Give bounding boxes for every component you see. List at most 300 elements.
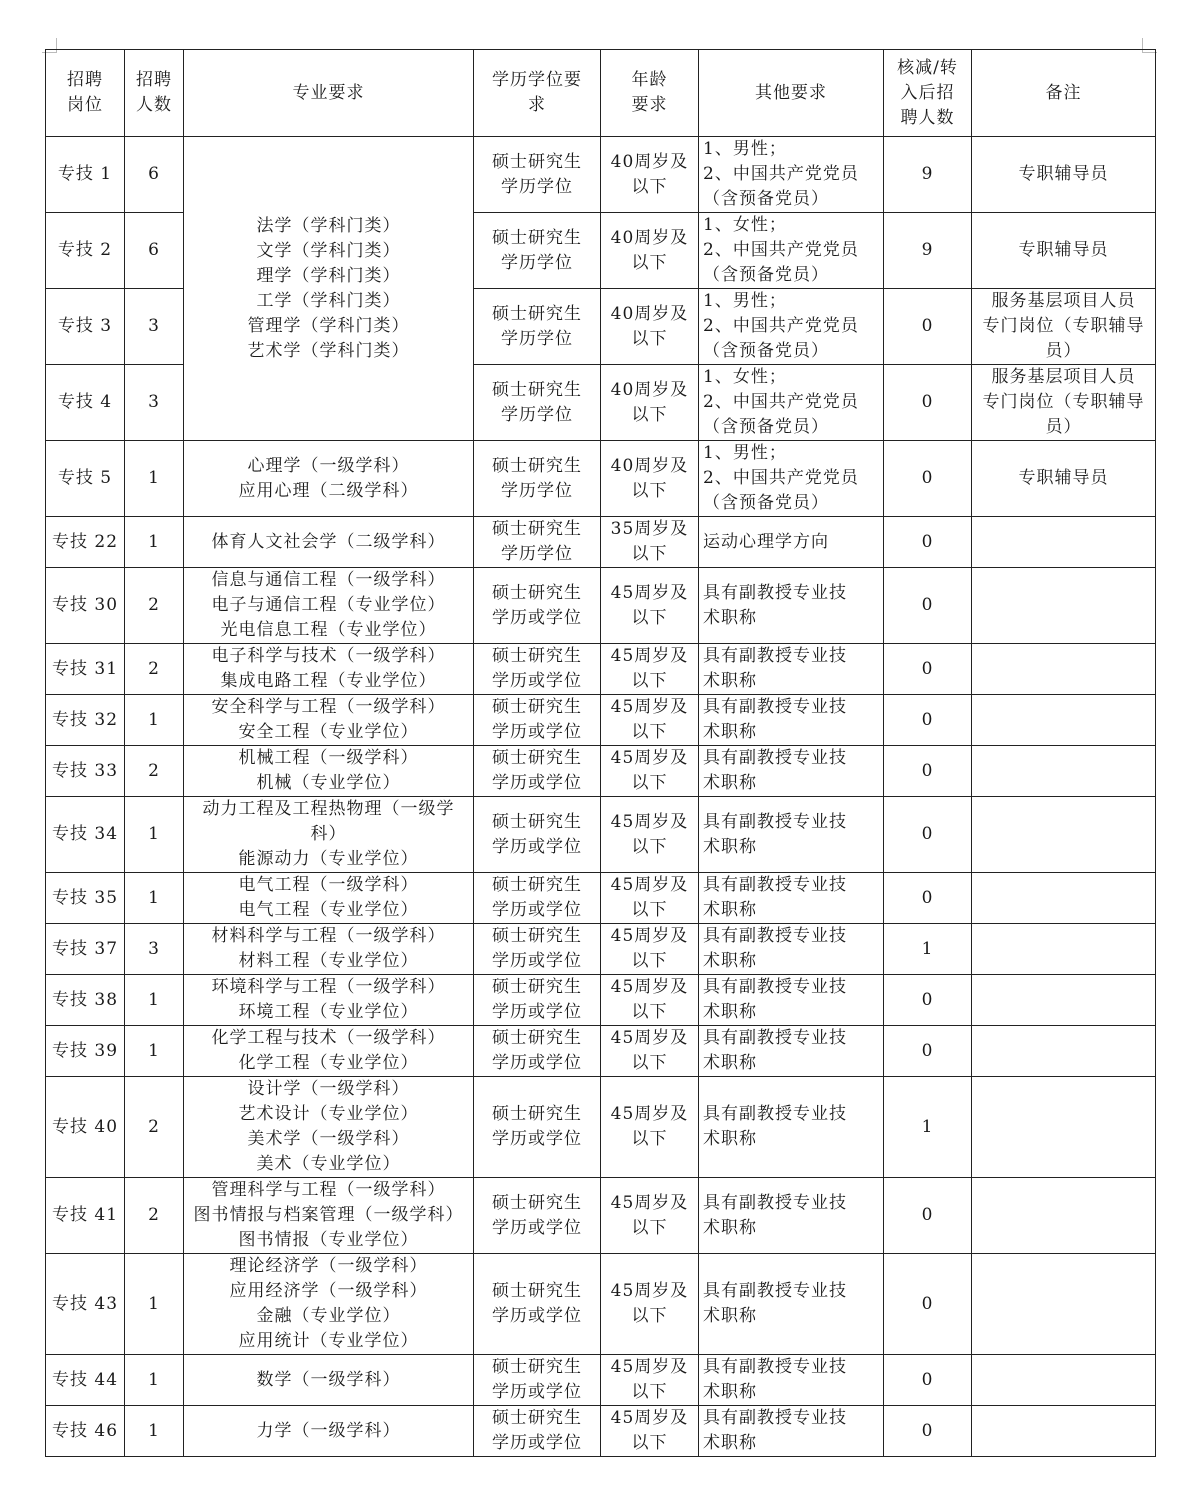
cell-line: 电子与通信工程（专业学位） bbox=[211, 595, 446, 615]
cell-line: 硕士研究生 bbox=[492, 1357, 582, 1377]
adjusted-count-cell: 0 bbox=[884, 517, 972, 568]
header-age bbox=[601, 50, 699, 137]
count-cell: 3 bbox=[125, 365, 184, 441]
cell-line: 机械（专业学位） bbox=[256, 773, 401, 793]
cell-line: 以下 bbox=[631, 328, 668, 349]
other-cell bbox=[699, 695, 884, 746]
count-cell: 1 bbox=[125, 695, 184, 746]
table-row bbox=[46, 1355, 1156, 1406]
table-row bbox=[46, 644, 1156, 695]
cell-line: 硕士研究生 bbox=[492, 455, 582, 476]
header-other bbox=[699, 50, 884, 137]
cell-line: 45周岁及 bbox=[610, 1028, 689, 1048]
cell-line: 电气工程（专业学位） bbox=[238, 900, 419, 920]
cell-line: 法学（学科门类） bbox=[256, 215, 401, 236]
post-cell: 专技 22 bbox=[46, 517, 125, 568]
count-cell: 1 bbox=[125, 1026, 184, 1077]
education-cell bbox=[474, 1406, 601, 1457]
education-cell bbox=[474, 1077, 601, 1178]
cell-line: 应用心理（二级学科） bbox=[238, 480, 419, 501]
note-cell bbox=[972, 365, 1156, 441]
note-cell bbox=[972, 797, 1156, 873]
post-cell: 专技 1 bbox=[46, 137, 125, 213]
cell-line: 力学（一级学科） bbox=[256, 1420, 401, 1441]
other-cell bbox=[699, 924, 884, 975]
note-cell bbox=[972, 137, 1156, 213]
note-cell bbox=[972, 644, 1156, 695]
cell-line: 以下 bbox=[631, 1306, 668, 1326]
education-cell bbox=[474, 568, 601, 644]
cell-line: 硕士研究生 bbox=[492, 1281, 582, 1301]
cell-line: 以下 bbox=[631, 176, 668, 197]
cell-line: 管理学（学科门类） bbox=[247, 315, 410, 336]
count-cell: 2 bbox=[125, 1077, 184, 1178]
note-cell bbox=[972, 441, 1156, 517]
count-cell: 1 bbox=[125, 975, 184, 1026]
education-cell bbox=[474, 924, 601, 975]
cell-line: 运动心理学方向 bbox=[703, 531, 829, 552]
major-cell bbox=[184, 924, 474, 975]
cell-line: 安全工程（专业学位） bbox=[238, 722, 419, 742]
major-cell bbox=[184, 517, 474, 568]
count-cell: 1 bbox=[125, 1355, 184, 1406]
age-cell bbox=[601, 924, 699, 975]
cell-line: 以下 bbox=[631, 1433, 668, 1453]
header-major bbox=[184, 50, 474, 137]
post-cell: 专技 34 bbox=[46, 797, 125, 873]
cell-line: 学历学位要 bbox=[492, 70, 582, 90]
other-cell bbox=[699, 517, 884, 568]
age-cell bbox=[601, 1406, 699, 1457]
cell-line: 应用经济学（一级学科） bbox=[229, 1281, 428, 1301]
cell-line: 具有副教授专业技 bbox=[703, 977, 847, 997]
cell-line: 1、男性； bbox=[703, 443, 787, 463]
cell-line: 45周岁及 bbox=[610, 748, 689, 768]
adjusted-count-cell: 0 bbox=[884, 975, 972, 1026]
post-cell: 专技 5 bbox=[46, 441, 125, 517]
cell-line: 核减/转 bbox=[897, 57, 958, 78]
note-cell bbox=[972, 1406, 1156, 1457]
count-cell: 1 bbox=[125, 441, 184, 517]
cell-line: 40周岁及 bbox=[610, 455, 689, 476]
other-cell bbox=[699, 568, 884, 644]
cell-line: 以下 bbox=[631, 1129, 668, 1149]
cell-line: 具有副教授专业技 bbox=[703, 697, 847, 717]
cell-line: 术职称 bbox=[703, 1382, 757, 1402]
cell-line: 硕士研究生 bbox=[492, 748, 582, 768]
count-cell: 3 bbox=[125, 924, 184, 975]
age-cell bbox=[601, 568, 699, 644]
header-post bbox=[46, 50, 125, 137]
table-row bbox=[46, 797, 1156, 873]
other-cell bbox=[699, 873, 884, 924]
education-cell bbox=[474, 746, 601, 797]
education-cell bbox=[474, 975, 601, 1026]
cell-line: 40周岁及 bbox=[610, 227, 689, 248]
count-cell: 2 bbox=[125, 568, 184, 644]
cell-line: 具有副教授专业技 bbox=[703, 811, 847, 832]
post-cell: 专技 37 bbox=[46, 924, 125, 975]
note-cell bbox=[972, 746, 1156, 797]
header-education bbox=[474, 50, 601, 137]
cell-line: 具有副教授专业技 bbox=[703, 926, 847, 946]
table-row bbox=[46, 1406, 1156, 1457]
table-row bbox=[46, 1077, 1156, 1178]
note-cell bbox=[972, 1077, 1156, 1178]
cell-line: 服务基层项目人员 bbox=[991, 367, 1136, 387]
age-cell bbox=[601, 975, 699, 1026]
cell-line: 科） bbox=[310, 824, 347, 844]
age-cell bbox=[601, 873, 699, 924]
other-cell bbox=[699, 1254, 884, 1355]
cell-line: 专职辅导员 bbox=[1018, 468, 1109, 488]
cell-line: 以下 bbox=[631, 1217, 668, 1238]
major-cell bbox=[184, 1077, 474, 1178]
cell-line: 术职称 bbox=[703, 900, 757, 920]
cell-line: 心理学（一级学科） bbox=[247, 455, 410, 476]
cell-line: 学历学位 bbox=[501, 480, 573, 501]
cell-line: 硕士研究生 bbox=[492, 1028, 582, 1048]
note-cell bbox=[972, 1355, 1156, 1406]
post-cell: 专技 32 bbox=[46, 695, 125, 746]
count-cell: 2 bbox=[125, 1178, 184, 1254]
cell-line: 以下 bbox=[631, 1053, 668, 1073]
cell-line: （含预备党员） bbox=[703, 417, 829, 437]
cell-line: 硕士研究生 bbox=[492, 1104, 582, 1124]
cell-line: 求 bbox=[528, 95, 546, 115]
cell-line: 学历或学位 bbox=[492, 722, 582, 742]
cell-line: 具有副教授专业技 bbox=[703, 582, 847, 603]
cell-line: 硕士研究生 bbox=[492, 875, 582, 895]
other-cell bbox=[699, 137, 884, 213]
adjusted-count-cell: 0 bbox=[884, 1254, 972, 1355]
adjusted-count-cell: 0 bbox=[884, 873, 972, 924]
cell-line: 信息与通信工程（一级学科） bbox=[211, 570, 446, 590]
note-cell bbox=[972, 213, 1156, 289]
post-cell: 专技 38 bbox=[46, 975, 125, 1026]
other-cell bbox=[699, 365, 884, 441]
cell-line: 40周岁及 bbox=[610, 151, 689, 172]
cell-line: 硕士研究生 bbox=[492, 1192, 582, 1213]
major-cell bbox=[184, 644, 474, 695]
cell-line: 以下 bbox=[631, 900, 668, 920]
cell-line: 45周岁及 bbox=[610, 1357, 689, 1377]
count-cell: 6 bbox=[125, 213, 184, 289]
major-cell bbox=[184, 568, 474, 644]
education-cell bbox=[474, 1178, 601, 1254]
adjusted-count-cell: 0 bbox=[884, 1026, 972, 1077]
adjusted-count-cell: 0 bbox=[884, 289, 972, 365]
post-cell: 专技 44 bbox=[46, 1355, 125, 1406]
table-row bbox=[46, 1026, 1156, 1077]
cell-line: 具有副教授专业技 bbox=[703, 1281, 847, 1301]
major-cell bbox=[184, 746, 474, 797]
cell-line: 以下 bbox=[631, 836, 668, 857]
recruitment-table bbox=[45, 49, 1156, 1457]
cell-line: 以下 bbox=[631, 1382, 668, 1402]
major-cell bbox=[184, 1254, 474, 1355]
cell-line: 年龄 bbox=[631, 70, 668, 90]
cell-line: 动力工程及工程热物理（一级学 bbox=[202, 799, 455, 819]
cell-line: 理学（学科门类） bbox=[256, 265, 401, 286]
table-row bbox=[46, 137, 1156, 213]
cell-line: 术职称 bbox=[703, 773, 757, 793]
cell-line: 电气工程（一级学科） bbox=[238, 875, 419, 895]
cell-line: 术职称 bbox=[703, 1053, 757, 1073]
cell-line: 45周岁及 bbox=[610, 926, 689, 946]
count-cell: 2 bbox=[125, 644, 184, 695]
cell-line: （含预备党员） bbox=[703, 341, 829, 361]
education-cell bbox=[474, 213, 601, 289]
cell-line: 硕士研究生 bbox=[492, 379, 582, 400]
cell-line: 具有副教授专业技 bbox=[703, 875, 847, 895]
adjusted-count-cell: 0 bbox=[884, 1355, 972, 1406]
cell-line: 学历或学位 bbox=[492, 773, 582, 793]
other-cell bbox=[699, 797, 884, 873]
count-cell: 1 bbox=[125, 1254, 184, 1355]
age-cell bbox=[601, 1026, 699, 1077]
education-cell bbox=[474, 289, 601, 365]
age-cell bbox=[601, 213, 699, 289]
adjusted-count-cell: 0 bbox=[884, 695, 972, 746]
cell-line: 术职称 bbox=[703, 722, 757, 742]
cell-line: 硕士研究生 bbox=[492, 519, 582, 539]
cell-line: 文学（学科门类） bbox=[256, 240, 401, 261]
cell-line: 化学工程与技术（一级学科） bbox=[211, 1028, 446, 1048]
cell-line: 材料工程（专业学位） bbox=[238, 951, 419, 971]
note-cell bbox=[972, 568, 1156, 644]
cell-line: 2、中国共产党党员 bbox=[703, 392, 859, 412]
note-cell bbox=[972, 1254, 1156, 1355]
cell-line: 1、女性； bbox=[703, 215, 787, 235]
count-cell: 3 bbox=[125, 289, 184, 365]
cell-line: （含预备党员） bbox=[703, 265, 829, 285]
cell-line: 学历或学位 bbox=[492, 900, 582, 920]
age-cell bbox=[601, 797, 699, 873]
cell-line: 以下 bbox=[631, 480, 668, 501]
other-cell bbox=[699, 1178, 884, 1254]
major-cell bbox=[184, 1178, 474, 1254]
count-cell: 1 bbox=[125, 1406, 184, 1457]
age-cell bbox=[601, 1254, 699, 1355]
education-cell bbox=[474, 1355, 601, 1406]
other-cell bbox=[699, 975, 884, 1026]
other-cell bbox=[699, 644, 884, 695]
major-cell bbox=[184, 137, 474, 441]
note-cell bbox=[972, 289, 1156, 365]
age-cell bbox=[601, 644, 699, 695]
cell-line: 1、男性； bbox=[703, 291, 787, 311]
cell-line: 艺术设计（专业学位） bbox=[238, 1104, 419, 1124]
cell-line: 45周岁及 bbox=[610, 1408, 689, 1428]
cell-line: 学历或学位 bbox=[492, 1129, 582, 1149]
cell-line: 硕士研究生 bbox=[492, 811, 582, 832]
cell-line: 环境工程（专业学位） bbox=[238, 1002, 419, 1022]
cell-line: 要求 bbox=[631, 95, 668, 115]
post-cell: 专技 30 bbox=[46, 568, 125, 644]
cell-line: 45周岁及 bbox=[610, 875, 689, 895]
education-cell bbox=[474, 1254, 601, 1355]
major-cell bbox=[184, 1355, 474, 1406]
other-cell bbox=[699, 1355, 884, 1406]
post-cell: 专技 2 bbox=[46, 213, 125, 289]
age-cell bbox=[601, 365, 699, 441]
table-row bbox=[46, 441, 1156, 517]
count-cell: 1 bbox=[125, 873, 184, 924]
cell-line: 美术（专业学位） bbox=[256, 1154, 401, 1174]
cell-line: 专业要求 bbox=[292, 82, 365, 103]
note-cell bbox=[972, 975, 1156, 1026]
cell-line: 45周岁及 bbox=[610, 1192, 689, 1213]
cell-line: 其他要求 bbox=[755, 82, 827, 103]
other-cell bbox=[699, 1406, 884, 1457]
adjusted-count-cell: 9 bbox=[884, 137, 972, 213]
cell-line: 具有副教授专业技 bbox=[703, 748, 847, 768]
cell-line: 学历或学位 bbox=[492, 1217, 582, 1238]
header-note bbox=[972, 50, 1156, 137]
cell-line: 以下 bbox=[631, 1002, 668, 1022]
cell-line: 专职辅导员 bbox=[1018, 164, 1109, 184]
cell-line: 40周岁及 bbox=[610, 303, 689, 324]
adjusted-count-cell: 0 bbox=[884, 568, 972, 644]
adjusted-count-cell: 0 bbox=[884, 746, 972, 797]
note-cell bbox=[972, 1178, 1156, 1254]
cell-line: 具有副教授专业技 bbox=[703, 1104, 847, 1124]
cell-line: 45周岁及 bbox=[610, 697, 689, 717]
other-cell bbox=[699, 1026, 884, 1077]
note-cell bbox=[972, 873, 1156, 924]
cell-line: 学历学位 bbox=[501, 328, 573, 349]
cell-line: 具有副教授专业技 bbox=[703, 1357, 847, 1377]
table-row bbox=[46, 873, 1156, 924]
cell-line: 艺术学（学科门类） bbox=[247, 340, 410, 361]
cell-line: 化学工程（专业学位） bbox=[238, 1053, 419, 1073]
age-cell bbox=[601, 517, 699, 568]
other-cell bbox=[699, 441, 884, 517]
table-body bbox=[46, 137, 1156, 1457]
age-cell bbox=[601, 137, 699, 213]
education-cell bbox=[474, 873, 601, 924]
adjusted-count-cell: 0 bbox=[884, 1178, 972, 1254]
age-cell bbox=[601, 1178, 699, 1254]
cell-line: 学历或学位 bbox=[492, 671, 582, 691]
post-cell: 专技 4 bbox=[46, 365, 125, 441]
education-cell bbox=[474, 1026, 601, 1077]
cell-line: 以下 bbox=[631, 252, 668, 273]
cell-line: 学历学位 bbox=[501, 544, 573, 564]
cell-line: 学历学位 bbox=[501, 404, 573, 425]
cell-line: 学历学位 bbox=[501, 252, 573, 273]
adjusted-count-cell: 0 bbox=[884, 644, 972, 695]
adjusted-count-cell: 1 bbox=[884, 1077, 972, 1178]
major-cell bbox=[184, 873, 474, 924]
cell-line: 45周岁及 bbox=[610, 1104, 689, 1124]
cell-line: 术职称 bbox=[703, 671, 757, 691]
cell-line: 2、中国共产党党员 bbox=[703, 468, 859, 488]
post-cell: 专技 46 bbox=[46, 1406, 125, 1457]
adjusted-count-cell: 0 bbox=[884, 441, 972, 517]
cell-line: 硕士研究生 bbox=[492, 646, 582, 666]
cell-line: 备注 bbox=[1045, 82, 1082, 103]
cell-line: 以下 bbox=[631, 671, 668, 691]
cell-line: 环境科学与工程（一级学科） bbox=[211, 977, 446, 997]
cell-line: 术职称 bbox=[703, 1129, 757, 1149]
table-header-row bbox=[46, 50, 1156, 137]
count-cell: 1 bbox=[125, 797, 184, 873]
cell-line: 40周岁及 bbox=[610, 379, 689, 400]
adjusted-count-cell: 0 bbox=[884, 365, 972, 441]
cell-line: 具有副教授专业技 bbox=[703, 1028, 847, 1048]
cell-line: 理论经济学（一级学科） bbox=[229, 1256, 428, 1276]
cell-line: （含预备党员） bbox=[703, 189, 829, 209]
note-cell bbox=[972, 1026, 1156, 1077]
cell-line: 员） bbox=[1045, 341, 1082, 361]
cell-line: 以下 bbox=[631, 544, 668, 564]
education-cell bbox=[474, 517, 601, 568]
table-row bbox=[46, 1254, 1156, 1355]
adjusted-count-cell: 1 bbox=[884, 924, 972, 975]
post-cell: 专技 33 bbox=[46, 746, 125, 797]
cell-line: 光电信息工程（专业学位） bbox=[220, 620, 437, 640]
count-cell: 2 bbox=[125, 746, 184, 797]
major-cell bbox=[184, 975, 474, 1026]
cell-line: 管理科学与工程（一级学科） bbox=[211, 1180, 446, 1200]
age-cell bbox=[601, 441, 699, 517]
cell-line: 学历或学位 bbox=[492, 1382, 582, 1402]
note-cell bbox=[972, 695, 1156, 746]
cell-line: 硕士研究生 bbox=[492, 697, 582, 717]
cell-line: 具有副教授专业技 bbox=[703, 646, 847, 666]
post-cell: 专技 35 bbox=[46, 873, 125, 924]
cell-line: 员） bbox=[1045, 417, 1082, 437]
cell-line: 应用统计（专业学位） bbox=[238, 1331, 419, 1351]
cell-line: 机械工程（一级学科） bbox=[238, 748, 419, 768]
cell-line: 硕士研究生 bbox=[492, 151, 582, 172]
major-cell bbox=[184, 1026, 474, 1077]
post-cell: 专技 39 bbox=[46, 1026, 125, 1077]
education-cell bbox=[474, 365, 601, 441]
cell-line: 数学（一级学科） bbox=[256, 1369, 401, 1390]
table-row bbox=[46, 924, 1156, 975]
education-cell bbox=[474, 644, 601, 695]
cell-line: 以下 bbox=[631, 722, 668, 742]
age-cell bbox=[601, 746, 699, 797]
cell-line: 岗位 bbox=[67, 95, 103, 115]
cell-line: 学历或学位 bbox=[492, 1433, 582, 1453]
adjusted-count-cell: 9 bbox=[884, 213, 972, 289]
cell-line: 学历或学位 bbox=[492, 1053, 582, 1073]
education-cell bbox=[474, 695, 601, 746]
post-cell: 专技 31 bbox=[46, 644, 125, 695]
cell-line: 术职称 bbox=[703, 1306, 757, 1326]
cell-line: 专门岗位（专职辅导 bbox=[982, 316, 1145, 336]
cell-line: 金融（专业学位） bbox=[256, 1306, 401, 1326]
cell-line: 专职辅导员 bbox=[1018, 240, 1109, 260]
cell-line: 以下 bbox=[631, 607, 668, 628]
cell-line: 招聘 bbox=[67, 70, 103, 90]
adjusted-count-cell: 0 bbox=[884, 1406, 972, 1457]
cell-line: 术职称 bbox=[703, 1217, 757, 1238]
header-adjusted bbox=[884, 50, 972, 137]
cell-line: 学历或学位 bbox=[492, 1002, 582, 1022]
cell-line: 硕士研究生 bbox=[492, 582, 582, 603]
cell-line: 硕士研究生 bbox=[492, 977, 582, 997]
cell-line: 体育人文社会学（二级学科） bbox=[211, 531, 446, 552]
cell-line: 人数 bbox=[136, 95, 172, 115]
education-cell bbox=[474, 797, 601, 873]
cell-line: 设计学（一级学科） bbox=[247, 1079, 410, 1099]
cell-line: 学历或学位 bbox=[492, 1306, 582, 1326]
